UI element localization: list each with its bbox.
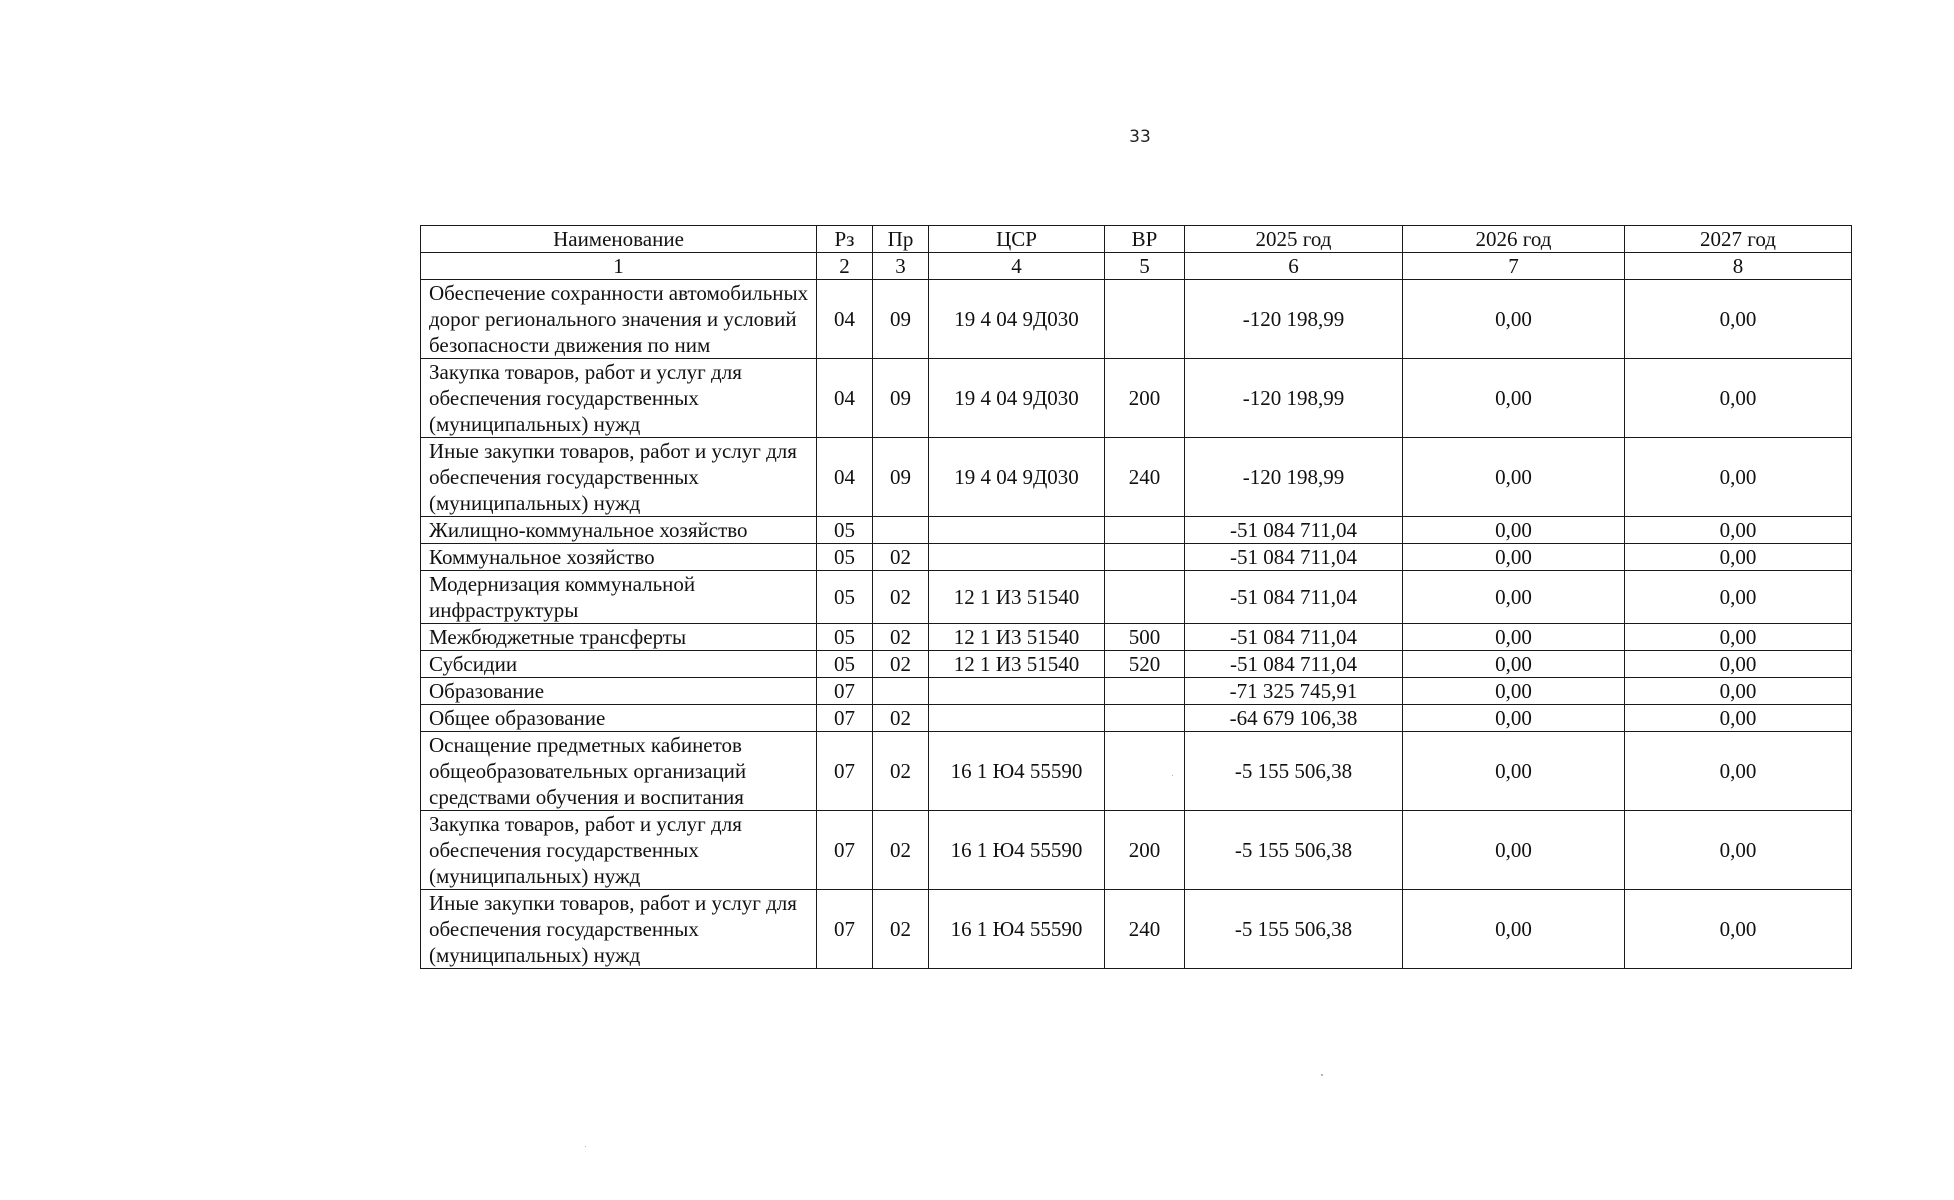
cell-rz: 05: [817, 571, 873, 624]
column-number: 2: [817, 253, 873, 280]
cell-2026: 0,00: [1403, 678, 1625, 705]
header-2026: 2026 год: [1403, 226, 1625, 253]
cell-vr: [1105, 517, 1185, 544]
cell-rz: 05: [817, 544, 873, 571]
cell-csr: 12 1 И3 51540: [929, 624, 1105, 651]
cell-name: Межбюджетные трансферты: [421, 624, 817, 651]
cell-2025: -51 084 711,04: [1185, 517, 1403, 544]
cell-2026: 0,00: [1403, 359, 1625, 438]
cell-csr: 16 1 Ю4 55590: [929, 732, 1105, 811]
cell-2025: -51 084 711,04: [1185, 624, 1403, 651]
cell-name: Жилищно-коммунальное хозяйство: [421, 517, 817, 544]
cell-csr: 12 1 И3 51540: [929, 571, 1105, 624]
cell-rz: 04: [817, 280, 873, 359]
cell-2025: -120 198,99: [1185, 280, 1403, 359]
table-row: [421, 544, 1852, 571]
cell-name: Обеспечение сохранности автомобильных дорог регионального значения и условий безопасности движения по ним: [421, 280, 817, 359]
cell-pr: 02: [873, 811, 929, 890]
cell-csr: 16 1 Ю4 55590: [929, 890, 1105, 969]
cell-vr: 500: [1105, 624, 1185, 651]
cell-pr: 02: [873, 732, 929, 811]
cell-rz: 04: [817, 438, 873, 517]
header-csr: ЦСР: [929, 226, 1105, 253]
cell-2027: 0,00: [1625, 678, 1852, 705]
cell-vr: 200: [1105, 359, 1185, 438]
cell-pr: 02: [873, 705, 929, 732]
table-row: [421, 280, 1852, 359]
cell-2026: 0,00: [1403, 544, 1625, 571]
budget-table: [420, 225, 1852, 969]
cell-vr: [1105, 280, 1185, 359]
cell-pr: 02: [873, 624, 929, 651]
cell-name: Иные закупки товаров, работ и услуг для обеспечения государственных (муниципальных) нужд: [421, 438, 817, 517]
cell-name: Иные закупки товаров, работ и услуг для обеспечения государственных (муниципальных) нужд: [421, 890, 817, 969]
cell-2025: -120 198,99: [1185, 438, 1403, 517]
cell-2025: -51 084 711,04: [1185, 651, 1403, 678]
column-number: 5: [1105, 253, 1185, 280]
cell-2026: 0,00: [1403, 438, 1625, 517]
table-row: [421, 571, 1852, 624]
cell-2026: 0,00: [1403, 624, 1625, 651]
cell-pr: 09: [873, 438, 929, 517]
cell-vr: 240: [1105, 438, 1185, 517]
cell-2027: 0,00: [1625, 359, 1852, 438]
table-row: [421, 651, 1852, 678]
cell-rz: 05: [817, 651, 873, 678]
table-row: [421, 732, 1852, 811]
cell-2026: 0,00: [1403, 732, 1625, 811]
cell-2025: -5 155 506,38: [1185, 890, 1403, 969]
column-number: 4: [929, 253, 1105, 280]
scan-speck: [1172, 775, 1173, 776]
cell-csr: [929, 705, 1105, 732]
table-row: [421, 438, 1852, 517]
cell-name: Модернизация коммунальной инфраструктуры: [421, 571, 817, 624]
cell-name: Субсидии: [421, 651, 817, 678]
cell-2025: -51 084 711,04: [1185, 544, 1403, 571]
cell-csr: 19 4 04 9Д030: [929, 438, 1105, 517]
cell-vr: 200: [1105, 811, 1185, 890]
column-number: 1: [421, 253, 817, 280]
column-number-row: [421, 253, 1852, 280]
cell-2027: 0,00: [1625, 517, 1852, 544]
cell-csr: [929, 517, 1105, 544]
cell-2027: 0,00: [1625, 651, 1852, 678]
cell-pr: [873, 678, 929, 705]
cell-2025: -5 155 506,38: [1185, 811, 1403, 890]
cell-2027: 0,00: [1625, 890, 1852, 969]
cell-vr: [1105, 571, 1185, 624]
table-row: [421, 359, 1852, 438]
cell-pr: 02: [873, 651, 929, 678]
cell-2025: -64 679 106,38: [1185, 705, 1403, 732]
cell-csr: 12 1 И3 51540: [929, 651, 1105, 678]
cell-rz: 05: [817, 624, 873, 651]
cell-csr: 19 4 04 9Д030: [929, 359, 1105, 438]
cell-name: Закупка товаров, работ и услуг для обеспечения государственных (муниципальных) нужд: [421, 359, 817, 438]
cell-pr: 09: [873, 280, 929, 359]
cell-2026: 0,00: [1403, 571, 1625, 624]
cell-rz: 04: [817, 359, 873, 438]
cell-2026: 0,00: [1403, 811, 1625, 890]
cell-2027: 0,00: [1625, 732, 1852, 811]
cell-csr: [929, 678, 1105, 705]
cell-name: Коммунальное хозяйство: [421, 544, 817, 571]
header-2025: 2025 год: [1185, 226, 1403, 253]
cell-2027: 0,00: [1625, 571, 1852, 624]
cell-pr: [873, 517, 929, 544]
header-2027: 2027 год: [1625, 226, 1852, 253]
cell-pr: 02: [873, 544, 929, 571]
table-row: [421, 624, 1852, 651]
cell-2025: -120 198,99: [1185, 359, 1403, 438]
cell-rz: 05: [817, 517, 873, 544]
column-number: 6: [1185, 253, 1403, 280]
header-rz: Рз: [817, 226, 873, 253]
column-number: 3: [873, 253, 929, 280]
cell-rz: 07: [817, 890, 873, 969]
cell-2026: 0,00: [1403, 517, 1625, 544]
cell-vr: [1105, 678, 1185, 705]
cell-pr: 02: [873, 890, 929, 969]
cell-2026: 0,00: [1403, 651, 1625, 678]
cell-rz: 07: [817, 705, 873, 732]
cell-name: Закупка товаров, работ и услуг для обеспечения государственных (муниципальных) нужд: [421, 811, 817, 890]
table-row: [421, 517, 1852, 544]
cell-name: Образование: [421, 678, 817, 705]
cell-name: Общее образование: [421, 705, 817, 732]
cell-rz: 07: [817, 811, 873, 890]
cell-vr: [1105, 544, 1185, 571]
cell-2027: 0,00: [1625, 544, 1852, 571]
cell-rz: 07: [817, 678, 873, 705]
cell-2027: 0,00: [1625, 811, 1852, 890]
table-row: [421, 705, 1852, 732]
cell-2025: -71 325 745,91: [1185, 678, 1403, 705]
header-row: [421, 226, 1852, 253]
cell-2025: -5 155 506,38: [1185, 732, 1403, 811]
table-row: [421, 811, 1852, 890]
table-row: [421, 678, 1852, 705]
table-row: [421, 890, 1852, 969]
scan-speck: [1321, 1074, 1323, 1076]
cell-csr: 16 1 Ю4 55590: [929, 811, 1105, 890]
cell-csr: 19 4 04 9Д030: [929, 280, 1105, 359]
cell-pr: 02: [873, 571, 929, 624]
cell-2026: 0,00: [1403, 890, 1625, 969]
cell-vr: 240: [1105, 890, 1185, 969]
cell-pr: 09: [873, 359, 929, 438]
cell-name: Оснащение предметных кабинетов общеобразовательных организаций средствами обучения и воспитания: [421, 732, 817, 811]
cell-2027: 0,00: [1625, 280, 1852, 359]
header-name: Наименование: [421, 226, 817, 253]
cell-vr: [1105, 705, 1185, 732]
cell-2027: 0,00: [1625, 705, 1852, 732]
cell-2026: 0,00: [1403, 280, 1625, 359]
cell-2027: 0,00: [1625, 624, 1852, 651]
cell-2026: 0,00: [1403, 705, 1625, 732]
table-body: [421, 280, 1852, 969]
scan-speck: [585, 1146, 586, 1147]
column-number: 7: [1403, 253, 1625, 280]
cell-2025: -51 084 711,04: [1185, 571, 1403, 624]
cell-vr: [1105, 732, 1185, 811]
column-number: 8: [1625, 253, 1852, 280]
cell-csr: [929, 544, 1105, 571]
cell-2027: 0,00: [1625, 438, 1852, 517]
cell-rz: 07: [817, 732, 873, 811]
header-pr: Пр: [873, 226, 929, 253]
header-vr: ВР: [1105, 226, 1185, 253]
cell-vr: 520: [1105, 651, 1185, 678]
page-number: 33: [1129, 127, 1151, 147]
